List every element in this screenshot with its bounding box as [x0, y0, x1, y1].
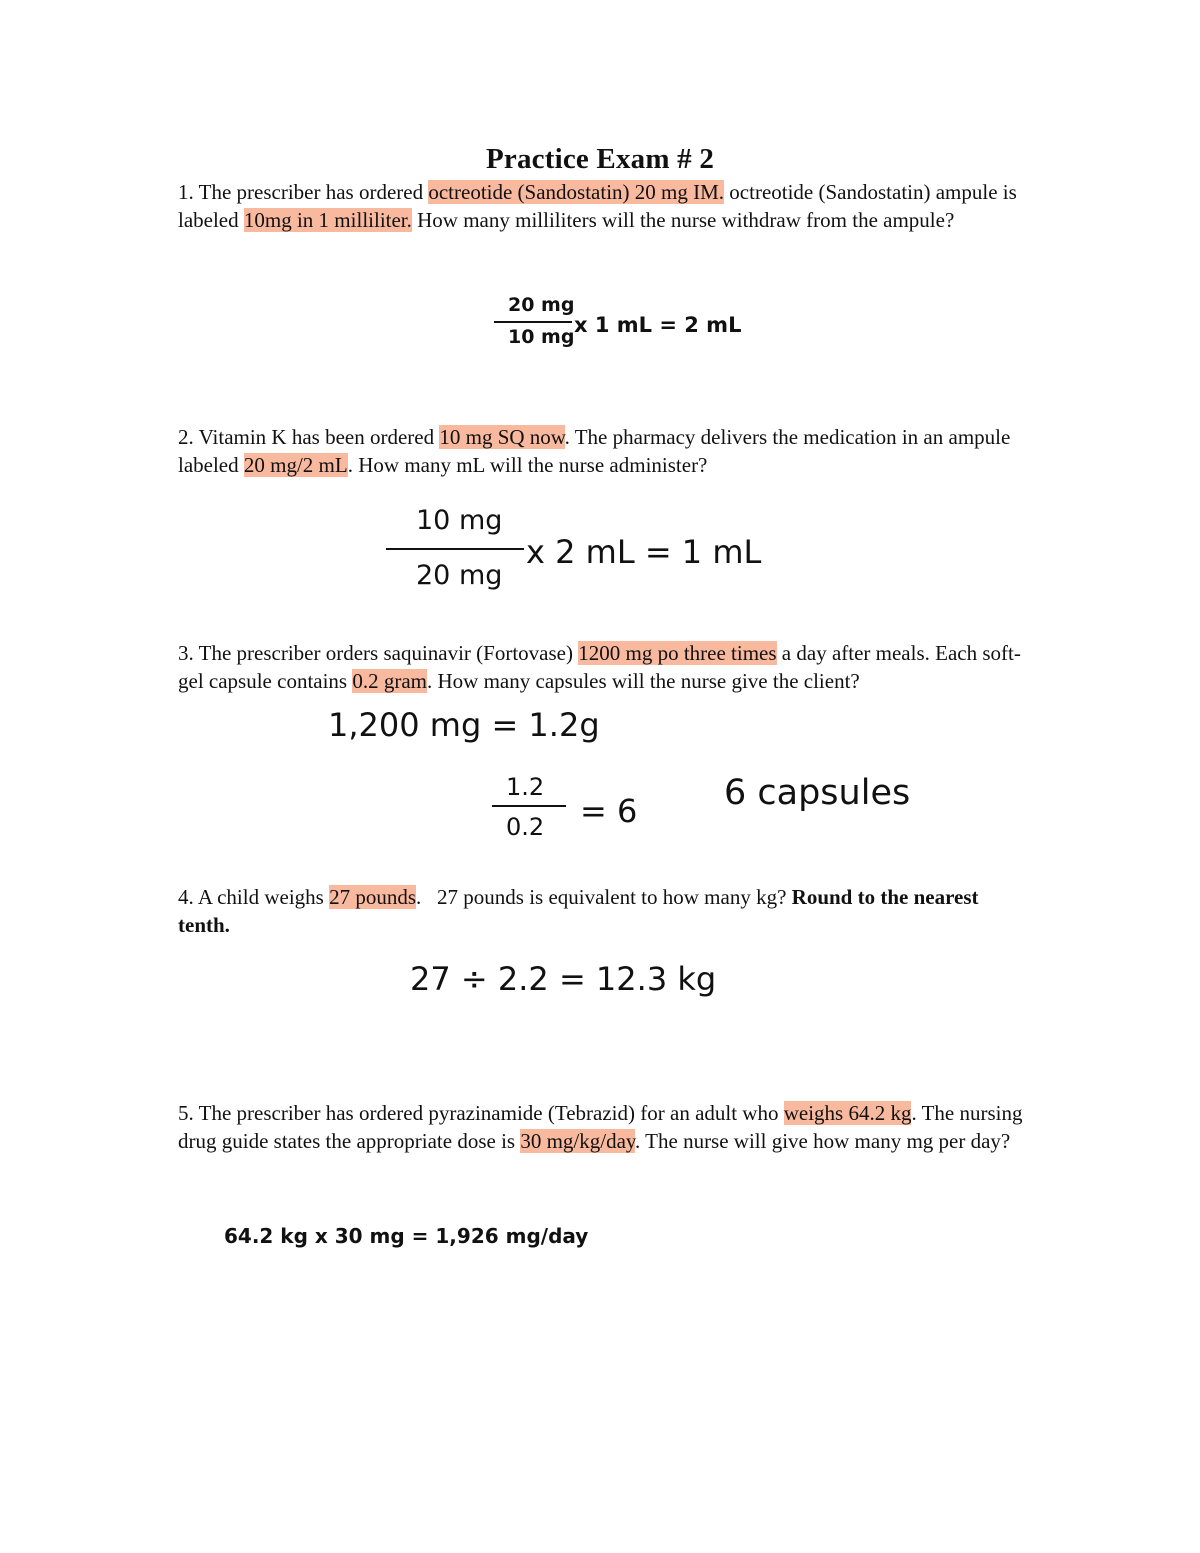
highlight: 20 mg/2 mL — [243, 452, 348, 477]
question-1 — [178, 179, 1028, 234]
question-text: . How many capsules will the nurse give the client? — [427, 668, 860, 693]
bold-instruction: Round to the nearest tenth. — [178, 885, 984, 937]
q3-work-line1: 1,200 mg = 1.2g — [328, 706, 600, 744]
highlight: 27 pounds — [329, 885, 417, 909]
q1-work-result: x 1 mL = 2 mL — [574, 313, 742, 337]
q2-numerator: 10 mg — [416, 505, 503, 536]
q3-numerator: 1.2 — [506, 773, 545, 801]
highlight: 0.2 gram — [352, 668, 428, 693]
question-3 — [178, 640, 1028, 695]
highlight: 10mg in 1 milliliter. — [243, 207, 412, 232]
highlight: 10 mg SQ now — [439, 425, 565, 449]
question-4 — [178, 884, 1028, 939]
question-text: octreotide (Sandostatin) ampule is labeled — [178, 180, 1023, 232]
q3-answer: 6 capsules — [724, 773, 911, 813]
fraction-bar — [492, 805, 566, 807]
highlight: 30 mg/kg/day — [520, 1128, 636, 1153]
q3-denominator: 0.2 — [506, 813, 545, 841]
page-title: Practice Exam # 2 — [485, 143, 715, 175]
question-text: A child weighs — [193, 885, 330, 909]
question-text: . How many mL will the nurse administer? — [347, 452, 708, 477]
question-text: . The nursing drug guide states the appropriate dose is — [178, 1101, 1028, 1153]
question-number: 1. — [178, 180, 194, 204]
fraction-bar — [494, 321, 572, 323]
q2-denominator: 20 mg — [416, 560, 503, 591]
question-5 — [178, 1100, 1028, 1155]
question-number: 3. — [178, 641, 194, 665]
q4-work-line1: 27 ÷ 2.2 = 12.3 kg — [410, 960, 717, 998]
question-text: The prescriber has ordered — [193, 180, 429, 204]
q1-numerator: 20 mg — [508, 294, 575, 316]
question-text: Vitamin K has been ordered — [193, 425, 440, 449]
question-text: . The nurse will give how many mg per day? — [635, 1128, 1011, 1153]
question-text: . 27 pounds is equivalent to how many kg? — [416, 885, 792, 909]
question-text: How many milliliters will the nurse withdraw from the ampule? — [411, 207, 955, 232]
question-2 — [178, 424, 1028, 479]
question-text: The prescriber orders saquinavir (Fortovase) — [193, 641, 579, 665]
q5-work-line1: 64.2 kg x 30 mg = 1,926 mg/day — [224, 1224, 589, 1248]
highlight: weighs 64.2 kg — [783, 1101, 912, 1125]
highlight: octreotide (Sandostatin) 20 mg IM. — [428, 180, 725, 204]
question-number: 2. — [178, 425, 194, 449]
fraction-bar — [386, 548, 524, 550]
question-number: 4. — [178, 885, 194, 909]
question-text: . The pharmacy delivers the medication in an ampule labeled — [178, 425, 1016, 477]
q2-work-result: x 2 mL = 1 mL — [526, 533, 762, 571]
question-text: a day after meals. Each soft-gel capsule contains — [178, 641, 1021, 693]
highlight: 1200 mg po three times — [578, 641, 777, 665]
q1-denominator: 10 mg — [508, 326, 575, 348]
question-number: 5. — [178, 1101, 194, 1125]
q3-work-result: = 6 — [580, 792, 638, 830]
question-text: The prescriber has ordered pyrazinamide (Tebrazid) for an adult who — [193, 1101, 784, 1125]
